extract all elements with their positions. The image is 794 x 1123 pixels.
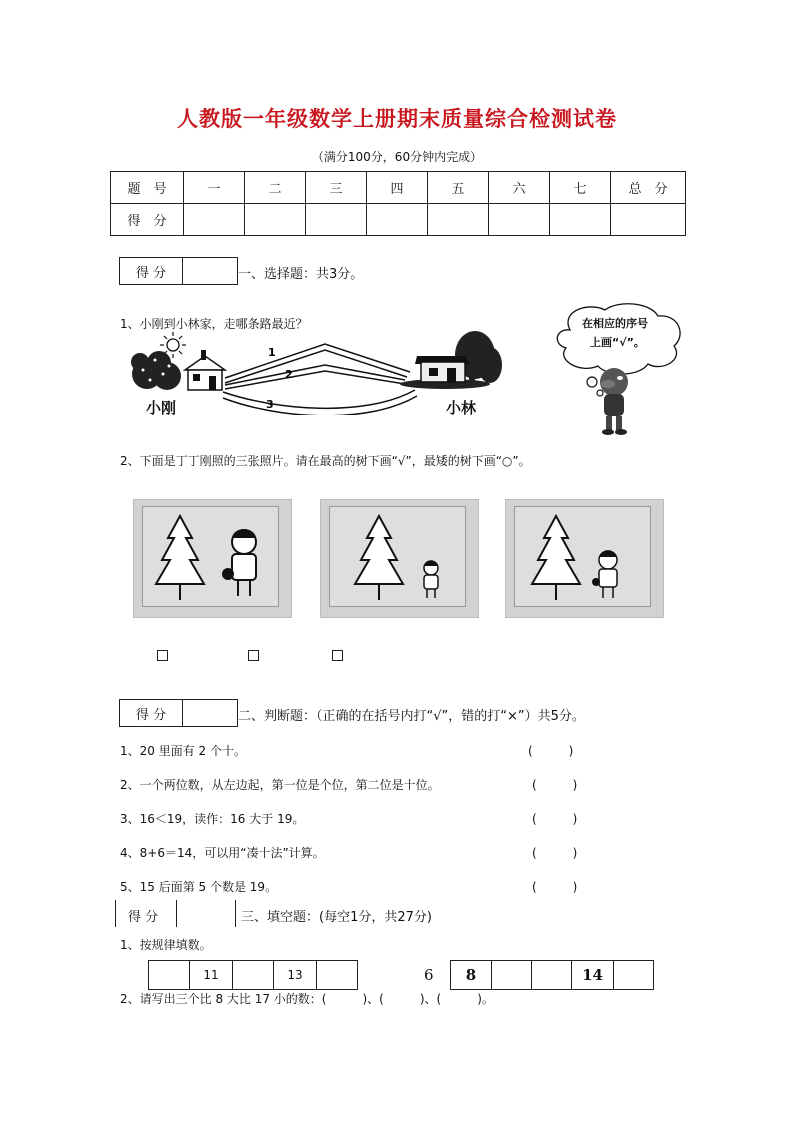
question-3-1: 1、按规律填数。	[120, 938, 212, 952]
judge-item: 1、20 里面有 2 个十。	[120, 744, 246, 758]
boy-icon	[592, 550, 617, 598]
boy-icon	[424, 561, 438, 598]
route-label: 1	[268, 346, 276, 359]
score-input-cell[interactable]	[306, 204, 367, 236]
answer-paren[interactable]: ( )	[528, 744, 574, 758]
score-table-cell: 四	[367, 172, 428, 204]
sequence-box-b	[450, 960, 654, 990]
sequence-cell: 8	[451, 961, 492, 989]
question-1-1: 1、小刚到小林家，走哪条路最近？	[120, 317, 308, 331]
sequence-cell: 13	[274, 961, 317, 989]
answer-paren[interactable]: ( )	[532, 812, 578, 826]
answer-paren[interactable]: ( )	[532, 880, 578, 894]
score-input-cell[interactable]	[489, 204, 550, 236]
score-table	[110, 171, 686, 236]
judge-item: 3、16＜19，读作：16 大于 19。	[120, 812, 305, 826]
name-label-right: 小林	[446, 399, 477, 417]
score-table-cell: 七	[550, 172, 611, 204]
sequence-box-a	[148, 960, 358, 990]
score-box-label: 得 分	[120, 700, 183, 726]
score-table-cell: 五	[428, 172, 489, 204]
score-table-header-row	[111, 172, 686, 204]
photo-3	[505, 499, 664, 618]
section2-score-box	[119, 699, 238, 727]
sequence-cell: 14	[572, 961, 614, 989]
score-table-cell: 一	[184, 172, 245, 204]
score-table-cell: 三	[306, 172, 367, 204]
question-3-2: 2、请写出三个比 8 大比 17 小的数：( )、( )、( )。	[120, 992, 494, 1006]
answer-checkbox[interactable]	[332, 650, 343, 661]
route-label: 3	[266, 398, 274, 411]
house-icon	[185, 350, 225, 390]
score-box-label: 得 分	[128, 910, 159, 925]
sequence-cell[interactable]	[317, 961, 357, 989]
sequence-cell[interactable]	[532, 961, 572, 989]
judge-item: 4、8+6＝14，可以用“凑十法”计算。	[120, 846, 325, 860]
answer-checkbox[interactable]	[248, 650, 259, 661]
score-box-divider	[235, 900, 236, 927]
score-table-cell: 题 号	[111, 172, 184, 204]
sequence-cell[interactable]	[149, 961, 190, 989]
pine-tree-icon	[532, 516, 580, 600]
judge-item: 2、一个两位数，从左边起，第一位是个位，第二位是十位。	[120, 778, 440, 792]
photo-2	[320, 499, 479, 618]
section1-heading: 一、选择题：共3分。	[238, 267, 364, 282]
sequence-cell: 11	[190, 961, 233, 989]
child-icon	[600, 368, 628, 435]
score-box-input[interactable]	[183, 258, 237, 284]
score-input-cell[interactable]	[550, 204, 611, 236]
score-table-cell: 六	[489, 172, 550, 204]
judge-item: 5、15 后面第 5 个数是 19。	[120, 880, 278, 894]
bubble-text-line1: 在相应的序号	[582, 317, 648, 330]
score-box-input[interactable]	[183, 700, 237, 726]
score-box-divider	[115, 900, 116, 927]
section1-score-box	[119, 257, 238, 285]
question-1-2: 2、下面是丁丁刚照的三张照片。请在最高的树下画“√”，最矮的树下画“○”。	[120, 454, 531, 468]
answer-paren[interactable]: ( )	[532, 778, 578, 792]
score-input-cell[interactable]	[367, 204, 428, 236]
answer-checkbox[interactable]	[157, 650, 168, 661]
score-input-cell[interactable]	[428, 204, 489, 236]
pine-tree-icon	[355, 516, 403, 600]
boy-icon	[222, 529, 256, 596]
section3-heading: 三、填空题：(每空1分，共27分)	[241, 910, 432, 925]
score-table-cell: 二	[245, 172, 306, 204]
score-box-label: 得 分	[120, 258, 183, 284]
section2-heading: 二、判断题：（正确的在括号内打“√”，错的打“×”）共5分。	[238, 709, 585, 724]
route-label: 2	[285, 368, 293, 381]
pine-tree-icon	[156, 516, 204, 600]
score-table-cell: 总 分	[611, 172, 686, 204]
score-box-divider	[176, 900, 177, 927]
page-title: 人教版一年级数学上册期末质量综合检测试卷	[177, 106, 617, 131]
sequence-cell[interactable]	[492, 961, 532, 989]
score-input-cell[interactable]	[611, 204, 686, 236]
bubble-text-line2: 上画“√”。	[590, 336, 645, 349]
page-subtitle: （满分100分，60分钟内完成）	[311, 150, 483, 164]
score-input-cell[interactable]	[245, 204, 306, 236]
score-table-cell: 得 分	[111, 204, 184, 236]
sequence-cell[interactable]	[233, 961, 274, 989]
answer-paren[interactable]: ( )	[532, 846, 578, 860]
sequence-lead-number: 6	[424, 966, 434, 984]
sequence-cell[interactable]	[614, 961, 653, 989]
score-input-cell[interactable]	[184, 204, 245, 236]
photo-1	[133, 499, 292, 618]
name-label-left: 小刚	[146, 399, 177, 417]
score-table-score-row	[111, 204, 686, 236]
